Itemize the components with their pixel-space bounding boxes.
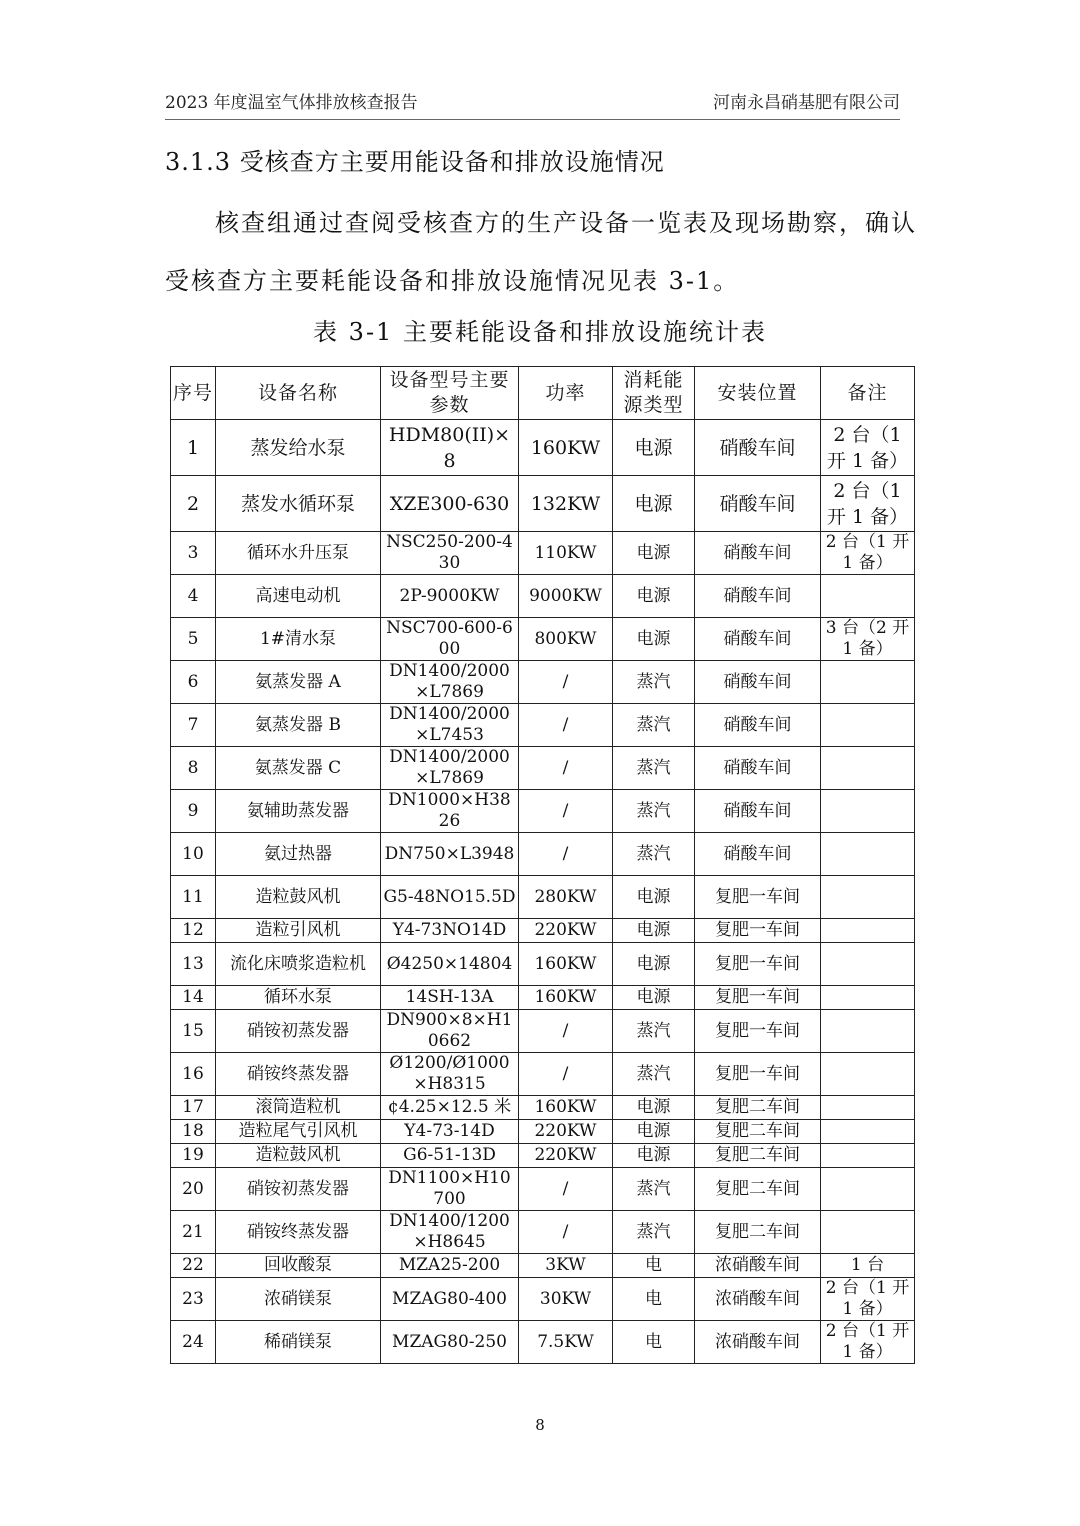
cell-location: 复肥一车间: [695, 1053, 821, 1096]
cell-location: 硝酸车间: [695, 532, 821, 575]
cell-power: /: [519, 704, 613, 747]
cell-name: 蒸发给水泵: [216, 420, 381, 476]
cell-location: 复肥二车间: [695, 1168, 821, 1211]
table-row: [171, 943, 915, 986]
cell-model: NSC250-200-430: [381, 532, 519, 575]
cell-power: 160KW: [519, 943, 613, 986]
cell-power: 220KW: [519, 1120, 613, 1144]
cell-power: /: [519, 661, 613, 704]
cell-model: Y4-73-14D: [381, 1120, 519, 1144]
cell-energy: 电源: [613, 1144, 695, 1168]
cell-power: 3KW: [519, 1254, 613, 1278]
cell-power: /: [519, 1211, 613, 1254]
cell-energy: 电源: [613, 575, 695, 618]
table-row: [171, 1278, 915, 1321]
cell-model: DN1400/2000×L7453: [381, 704, 519, 747]
cell-power: /: [519, 1053, 613, 1096]
cell-name: 氨蒸发器 B: [216, 704, 381, 747]
cell-no: 24: [171, 1321, 216, 1364]
cell-location: 硝酸车间: [695, 704, 821, 747]
cell-energy: 电源: [613, 986, 695, 1010]
col-header-no: 序号: [171, 367, 216, 420]
table-row: [171, 919, 915, 943]
cell-model: HDM80(II)×8: [381, 420, 519, 476]
cell-model: DN1100×H10700: [381, 1168, 519, 1211]
cell-power: 160KW: [519, 1096, 613, 1120]
table-row: [171, 986, 915, 1010]
table-row: [171, 575, 915, 618]
table-row: [171, 420, 915, 476]
cell-name: 氨蒸发器 C: [216, 747, 381, 790]
cell-energy: 蒸汽: [613, 661, 695, 704]
col-header-note: 备注: [821, 367, 915, 420]
table-row: [171, 833, 915, 876]
cell-name: 1#清水泵: [216, 618, 381, 661]
cell-power: /: [519, 790, 613, 833]
table-row: [171, 704, 915, 747]
col-header-energy: 消耗能源类型: [613, 367, 695, 420]
cell-model: Ø1200/Ø1000×H8315: [381, 1053, 519, 1096]
table-row: [171, 1120, 915, 1144]
cell-model: MZA25-200: [381, 1254, 519, 1278]
cell-name: 氨辅助蒸发器: [216, 790, 381, 833]
cell-name: 高速电动机: [216, 575, 381, 618]
cell-location: 复肥一车间: [695, 943, 821, 986]
cell-energy: 电源: [613, 420, 695, 476]
cell-model: G5-48NO15.5D: [381, 876, 519, 919]
cell-no: 6: [171, 661, 216, 704]
cell-model: DN900×8×H10662: [381, 1010, 519, 1053]
cell-power: 132KW: [519, 476, 613, 532]
cell-location: 复肥一车间: [695, 876, 821, 919]
table-row: [171, 747, 915, 790]
table-caption: 表 3-1 主要耗能设备和排放设施统计表: [313, 318, 767, 346]
table-row: [171, 1096, 915, 1120]
cell-energy: 电源: [613, 1096, 695, 1120]
table-row: [171, 532, 915, 575]
cell-note: 3 台（2 开 1 备）: [821, 618, 915, 661]
table-row: [171, 1321, 915, 1364]
cell-note: [821, 1010, 915, 1053]
cell-no: 13: [171, 943, 216, 986]
cell-energy: 蒸汽: [613, 833, 695, 876]
cell-note: 2 台（1 开 1 备）: [821, 532, 915, 575]
cell-note: [821, 1168, 915, 1211]
cell-no: 15: [171, 1010, 216, 1053]
cell-no: 18: [171, 1120, 216, 1144]
cell-note: 2 台（1 开 1 备）: [821, 1278, 915, 1321]
cell-name: 蒸发水循环泵: [216, 476, 381, 532]
cell-note: [821, 1053, 915, 1096]
cell-name: 氨过热器: [216, 833, 381, 876]
table-row: [171, 1144, 915, 1168]
cell-power: 9000KW: [519, 575, 613, 618]
cell-no: 4: [171, 575, 216, 618]
cell-no: 9: [171, 790, 216, 833]
cell-energy: 蒸汽: [613, 1053, 695, 1096]
cell-model: G6-51-13D: [381, 1144, 519, 1168]
cell-note: [821, 704, 915, 747]
cell-name: 造粒鼓风机: [216, 876, 381, 919]
cell-no: 1: [171, 420, 216, 476]
cell-no: 20: [171, 1168, 216, 1211]
cell-energy: 蒸汽: [613, 790, 695, 833]
cell-name: 造粒鼓风机: [216, 1144, 381, 1168]
cell-energy: 电源: [613, 618, 695, 661]
cell-note: [821, 661, 915, 704]
cell-location: 硝酸车间: [695, 790, 821, 833]
cell-location: 复肥一车间: [695, 1010, 821, 1053]
cell-model: 2P-9000KW: [381, 575, 519, 618]
cell-location: 浓硝酸车间: [695, 1254, 821, 1278]
cell-note: [821, 943, 915, 986]
cell-note: [821, 919, 915, 943]
col-header-name: 设备名称: [216, 367, 381, 420]
equipment-table: [170, 366, 915, 1364]
cell-note: [821, 747, 915, 790]
cell-note: [821, 1211, 915, 1254]
cell-name: 造粒引风机: [216, 919, 381, 943]
cell-model: XZE300-630: [381, 476, 519, 532]
cell-energy: 电: [613, 1254, 695, 1278]
cell-name: 氨蒸发器 A: [216, 661, 381, 704]
section-heading: 3.1.3 受核查方主要用能设备和排放设施情况: [165, 148, 665, 176]
cell-power: 160KW: [519, 986, 613, 1010]
cell-no: 17: [171, 1096, 216, 1120]
cell-no: 7: [171, 704, 216, 747]
col-header-model: 设备型号主要参数: [381, 367, 519, 420]
cell-energy: 电源: [613, 943, 695, 986]
cell-power: 160KW: [519, 420, 613, 476]
cell-note: [821, 575, 915, 618]
cell-power: /: [519, 747, 613, 790]
cell-note: [821, 986, 915, 1010]
cell-name: 流化床喷浆造粒机: [216, 943, 381, 986]
page-number: 8: [535, 1416, 545, 1434]
cell-location: 硝酸车间: [695, 833, 821, 876]
cell-energy: 蒸汽: [613, 1010, 695, 1053]
table-row: [171, 1053, 915, 1096]
cell-energy: 电源: [613, 532, 695, 575]
cell-model: MZAG80-250: [381, 1321, 519, 1364]
cell-note: 1 台: [821, 1254, 915, 1278]
table-row: [171, 476, 915, 532]
cell-no: 23: [171, 1278, 216, 1321]
cell-note: 2 台（1 开 1 备）: [821, 1321, 915, 1364]
cell-no: 21: [171, 1211, 216, 1254]
cell-model: DN750×L3948: [381, 833, 519, 876]
cell-note: 2 台（1 开 1 备）: [821, 476, 915, 532]
cell-no: 11: [171, 876, 216, 919]
table-header-row: [171, 367, 915, 420]
cell-power: /: [519, 833, 613, 876]
cell-power: /: [519, 1168, 613, 1211]
cell-model: NSC700-600-600: [381, 618, 519, 661]
table-body: [171, 420, 915, 1364]
cell-energy: 电源: [613, 476, 695, 532]
cell-no: 2: [171, 476, 216, 532]
cell-location: 复肥二车间: [695, 1120, 821, 1144]
table-row: [171, 618, 915, 661]
cell-name: 硝铵初蒸发器: [216, 1010, 381, 1053]
intro-paragraph: 核查组通过查阅受核查方的生产设备一览表及现场勘察，确认受核查方主要耗能设备和排放设施情况见表 3-1。: [165, 209, 917, 295]
cell-no: 3: [171, 532, 216, 575]
cell-name: 回收酸泵: [216, 1254, 381, 1278]
cell-no: 16: [171, 1053, 216, 1096]
cell-no: 14: [171, 986, 216, 1010]
cell-no: 8: [171, 747, 216, 790]
cell-location: 硝酸车间: [695, 661, 821, 704]
col-header-location: 安装位置: [695, 367, 821, 420]
table-row: [171, 1168, 915, 1211]
cell-no: 10: [171, 833, 216, 876]
cell-name: 循环水泵: [216, 986, 381, 1010]
cell-model: DN1400/1200×H8645: [381, 1211, 519, 1254]
cell-note: [821, 1096, 915, 1120]
cell-location: 复肥一车间: [695, 986, 821, 1010]
cell-energy: 电源: [613, 1120, 695, 1144]
header-company-name: 河南永昌硝基肥有限公司: [713, 93, 900, 113]
header-report-title: 2023 年度温室气体排放核查报告: [165, 93, 418, 113]
cell-location: 硝酸车间: [695, 476, 821, 532]
cell-location: 复肥二车间: [695, 1211, 821, 1254]
cell-note: [821, 833, 915, 876]
cell-energy: 蒸汽: [613, 747, 695, 790]
cell-location: 复肥二车间: [695, 1096, 821, 1120]
cell-name: 硝铵初蒸发器: [216, 1168, 381, 1211]
cell-power: 110KW: [519, 532, 613, 575]
cell-power: 280KW: [519, 876, 613, 919]
cell-name: 硝铵终蒸发器: [216, 1053, 381, 1096]
cell-name: 滚筒造粒机: [216, 1096, 381, 1120]
cell-note: [821, 1120, 915, 1144]
cell-power: 30KW: [519, 1278, 613, 1321]
cell-location: 浓硝酸车间: [695, 1278, 821, 1321]
cell-model: DN1400/2000×L7869: [381, 661, 519, 704]
col-header-power: 功率: [519, 367, 613, 420]
cell-power: 220KW: [519, 919, 613, 943]
cell-note: 2 台（1 开 1 备）: [821, 420, 915, 476]
cell-model: ¢4.25×12.5 米: [381, 1096, 519, 1120]
cell-no: 12: [171, 919, 216, 943]
table-row: [171, 1211, 915, 1254]
cell-energy: 电: [613, 1278, 695, 1321]
cell-model: DN1400/2000×L7869: [381, 747, 519, 790]
cell-location: 硝酸车间: [695, 618, 821, 661]
cell-energy: 电: [613, 1321, 695, 1364]
cell-power: 800KW: [519, 618, 613, 661]
cell-model: Y4-73NO14D: [381, 919, 519, 943]
table-row: [171, 876, 915, 919]
cell-note: [821, 876, 915, 919]
cell-no: 22: [171, 1254, 216, 1278]
cell-power: 220KW: [519, 1144, 613, 1168]
page-header: [165, 88, 900, 120]
cell-power: /: [519, 1010, 613, 1053]
cell-no: 19: [171, 1144, 216, 1168]
table-row: [171, 790, 915, 833]
cell-energy: 电源: [613, 919, 695, 943]
cell-location: 硝酸车间: [695, 575, 821, 618]
cell-name: 循环水升压泵: [216, 532, 381, 575]
cell-model: DN1000×H3826: [381, 790, 519, 833]
cell-note: [821, 790, 915, 833]
cell-model: 14SH-13A: [381, 986, 519, 1010]
cell-model: MZAG80-400: [381, 1278, 519, 1321]
cell-location: 硝酸车间: [695, 747, 821, 790]
cell-model: Ø4250×14804: [381, 943, 519, 986]
table-row: [171, 1010, 915, 1053]
cell-location: 复肥一车间: [695, 919, 821, 943]
cell-power: 7.5KW: [519, 1321, 613, 1364]
cell-note: [821, 1144, 915, 1168]
cell-energy: 蒸汽: [613, 1168, 695, 1211]
cell-name: 浓硝镁泵: [216, 1278, 381, 1321]
equipment-table-container: [170, 366, 914, 1364]
cell-location: 复肥二车间: [695, 1144, 821, 1168]
cell-name: 造粒尾气引风机: [216, 1120, 381, 1144]
cell-energy: 电源: [613, 876, 695, 919]
cell-energy: 蒸汽: [613, 704, 695, 747]
cell-energy: 蒸汽: [613, 1211, 695, 1254]
cell-no: 5: [171, 618, 216, 661]
cell-location: 浓硝酸车间: [695, 1321, 821, 1364]
cell-name: 稀硝镁泵: [216, 1321, 381, 1364]
cell-name: 硝铵终蒸发器: [216, 1211, 381, 1254]
cell-location: 硝酸车间: [695, 420, 821, 476]
table-row: [171, 661, 915, 704]
table-row: [171, 1254, 915, 1278]
